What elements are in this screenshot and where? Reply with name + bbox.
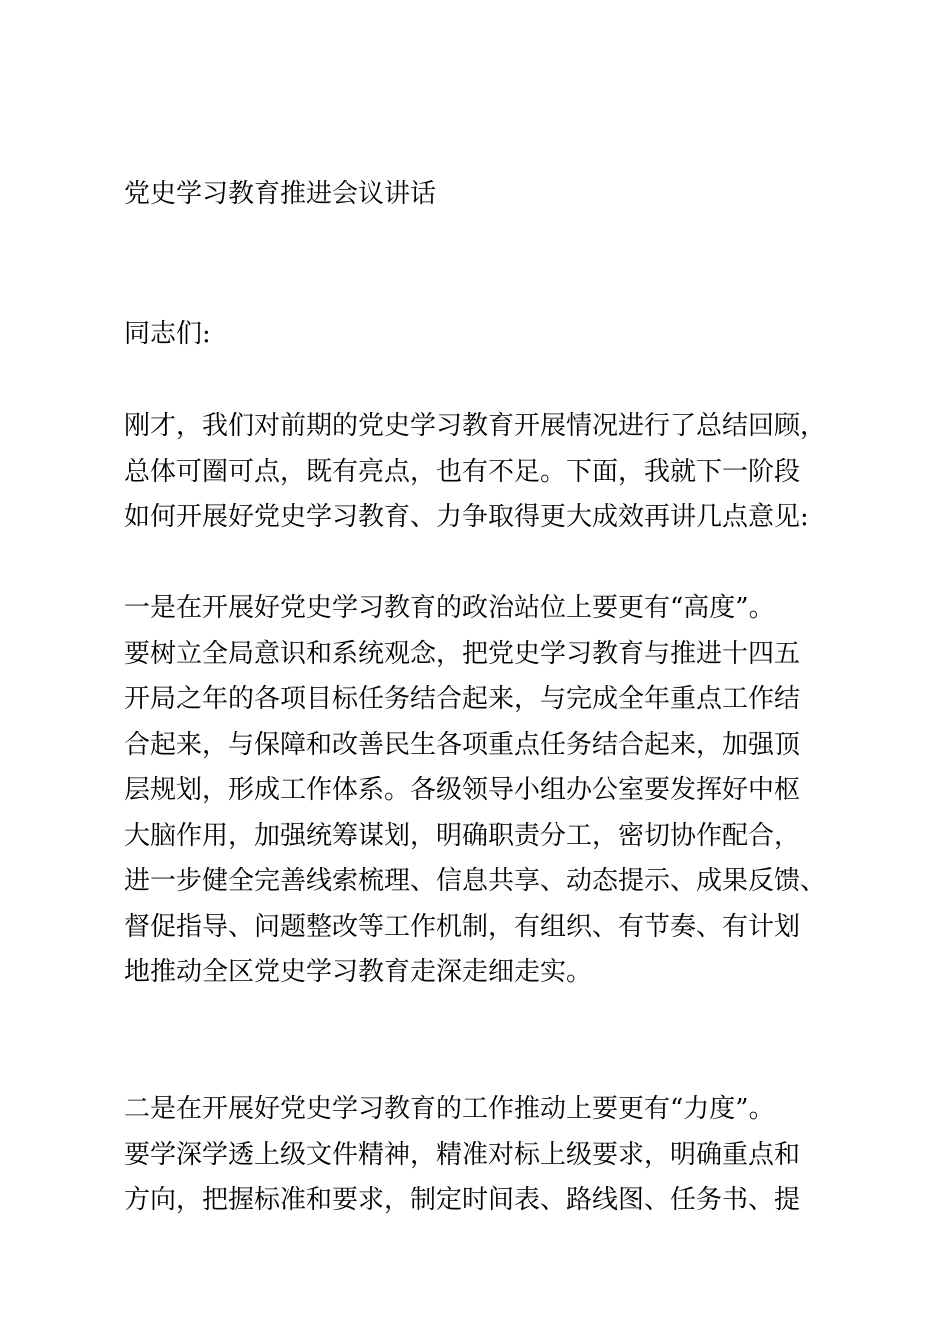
paragraph-line: 刚才，我们对前期的党史学习教育开展情况进行了总结回顾，: [124, 411, 827, 441]
paragraph-point-two: [124, 1087, 844, 1224]
paragraph-line: 要树立全局意识和系统观念，把党史学习教育与推进十四五: [124, 638, 801, 669]
paragraph-line: 方向，把握标准和要求，制定时间表、路线图、任务书、提: [124, 1185, 801, 1215]
paragraph-line: 开局之年的各项目标任务结合起来，与完成全年重点工作结: [124, 684, 801, 714]
paragraph-point-one: [124, 586, 844, 996]
greeting: 同志们:: [124, 319, 211, 349]
paragraph-line: 如何开展好党史学习教育、力争取得更大成效再讲几点意见:: [124, 502, 809, 532]
paragraph-line: 地推动全区党史学习教育走深走细走实。: [124, 957, 593, 987]
paragraph-line: 一是在开展好党史学习教育的政治站位上要更有“高度”。: [124, 593, 775, 623]
paragraph-line: 总体可圈可点，既有亮点，也有不足。下面，我就下一阶段: [124, 456, 801, 487]
paragraph-line: 层规划，形成工作体系。各级领导小组办公室要发挥好中枢: [124, 775, 801, 805]
paragraph-line: 进一步健全完善线索梳理、信息共享、动态提示、成果反馈、: [124, 866, 827, 896]
paragraph-line: 二是在开展好党史学习教育的工作推动上要更有“力度”。: [124, 1094, 775, 1124]
paragraph-line: 合起来，与保障和改善民生各项重点任务结合起来，加强顶: [124, 729, 801, 760]
document-title: 党史学习教育推进会议讲话: [124, 179, 437, 209]
paragraph-line: 督促指导、问题整改等工作机制，有组织、有节奏、有计划: [124, 911, 801, 942]
paragraph-line: 要学深学透上级文件精神，精准对标上级要求，明确重点和: [124, 1139, 801, 1170]
paragraph-intro: [124, 404, 844, 541]
paragraph-line: 大脑作用，加强统筹谋划，明确职责分工，密切协作配合，: [124, 820, 801, 851]
